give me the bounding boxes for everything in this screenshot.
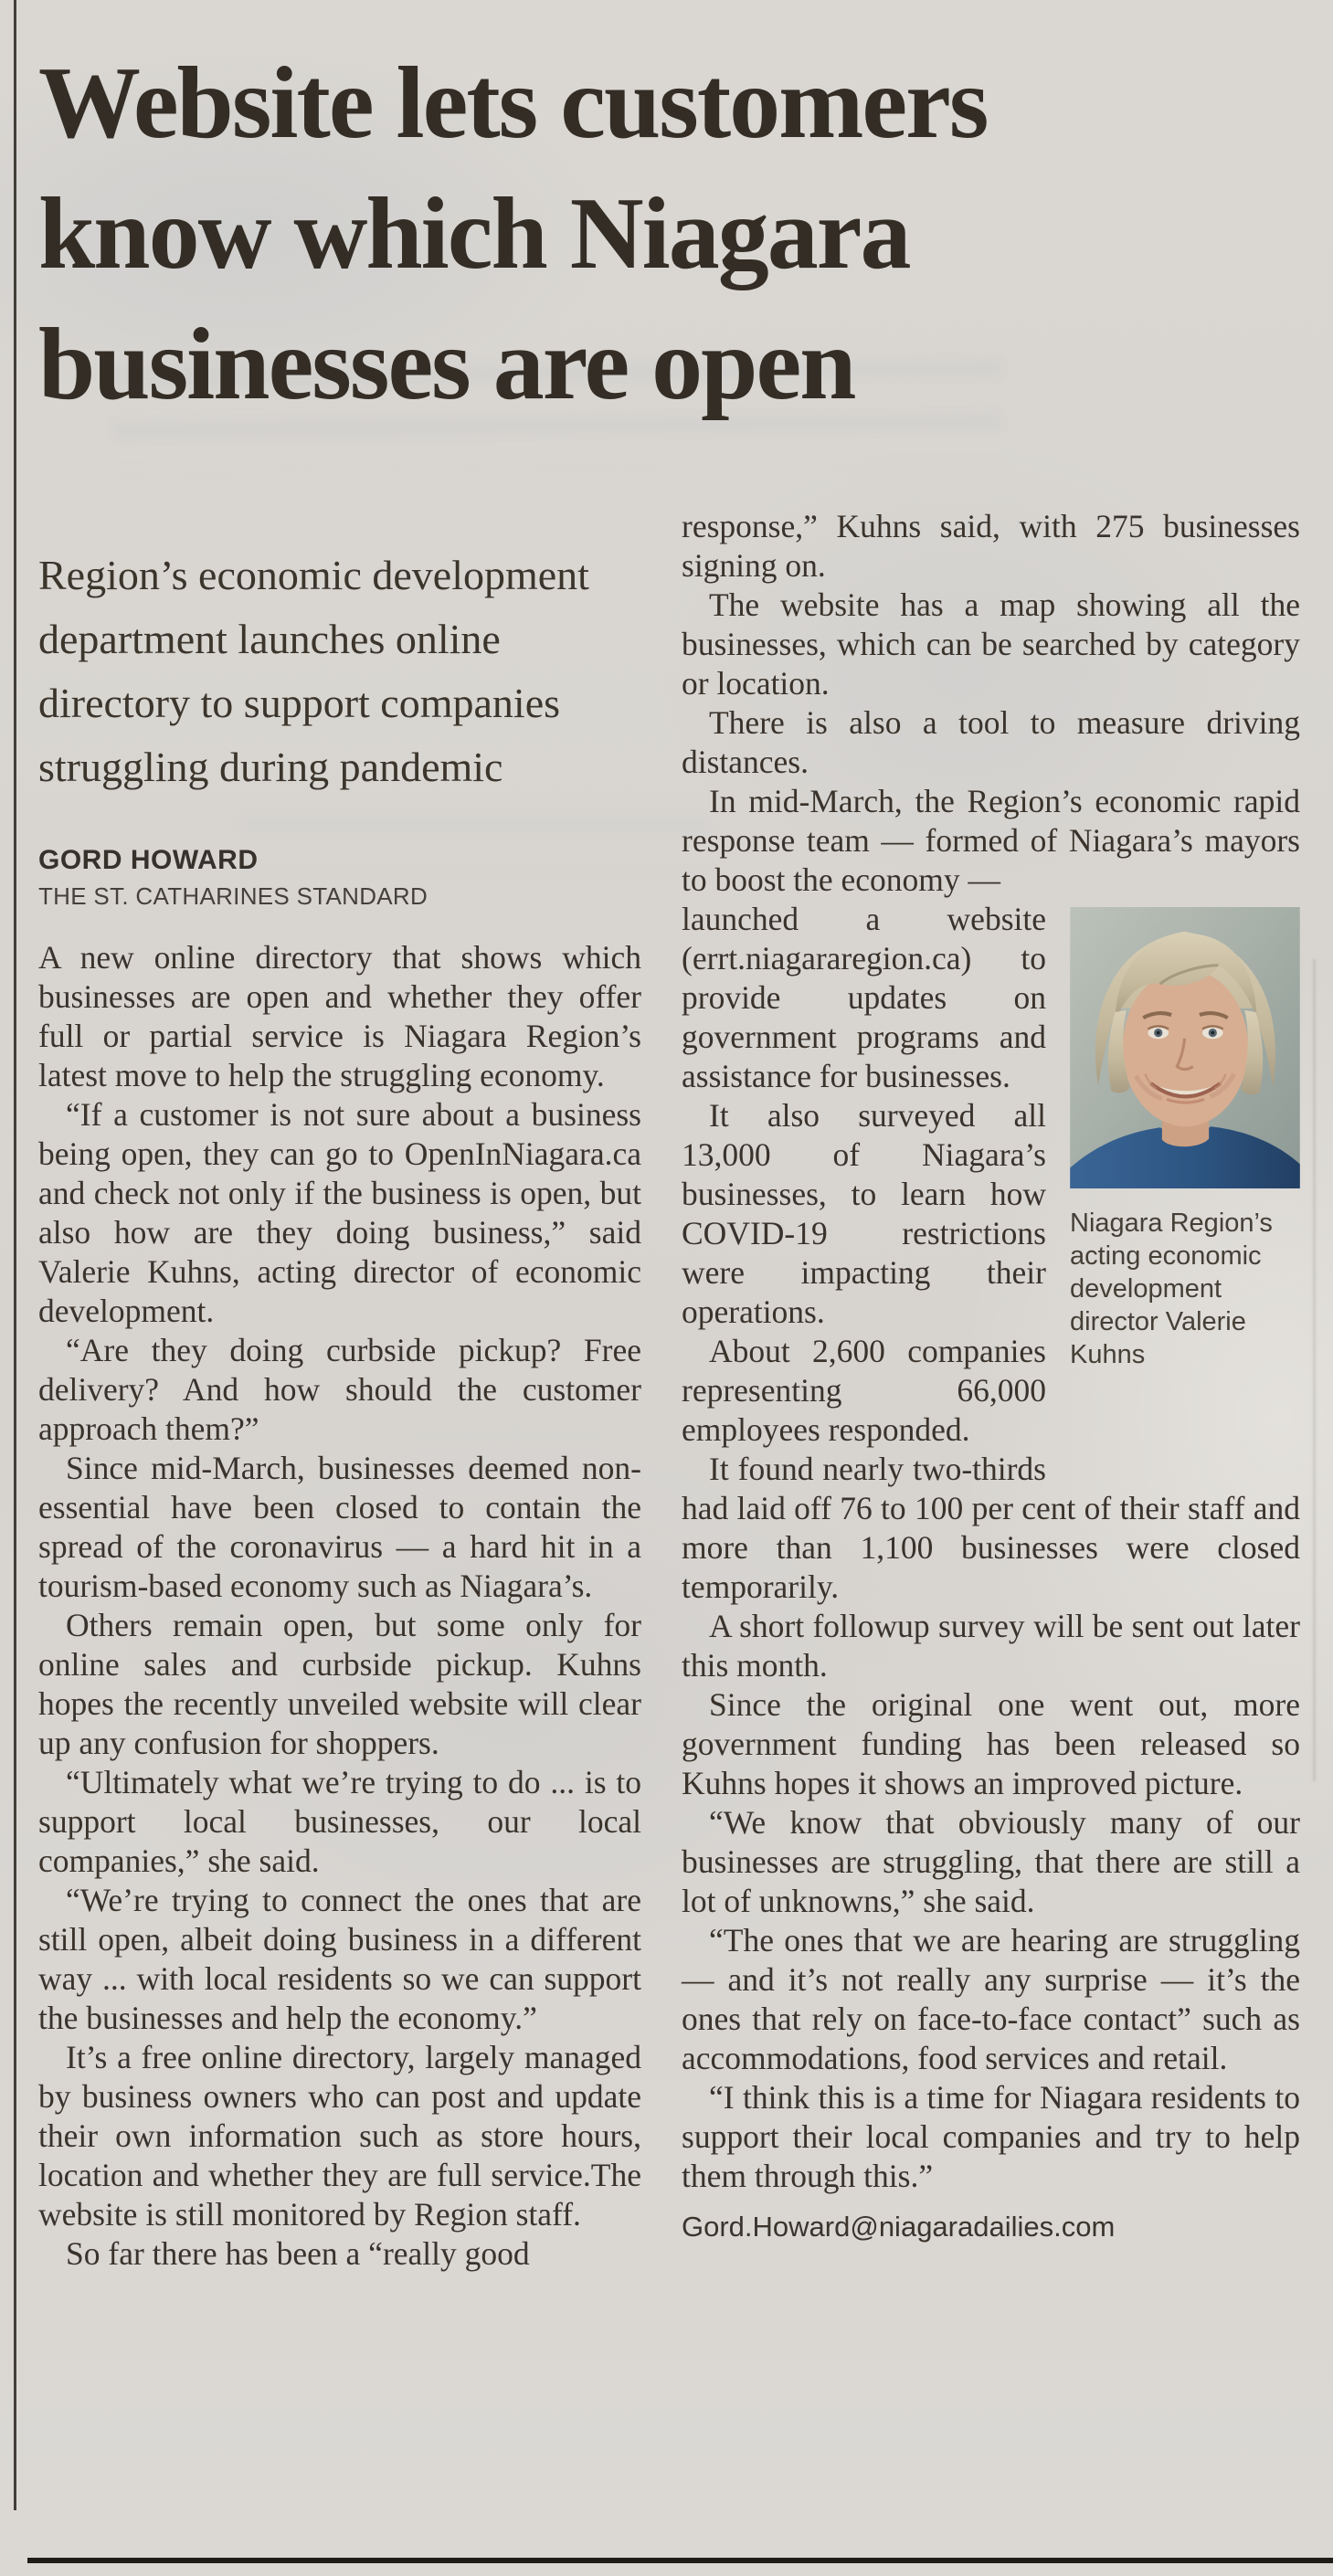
body-paragraph: “If a customer is not sure about a business being open, they can go to OpenInNiagara.ca and check not only if the business is open, but also how are they doing business,” said Valerie Kuhns, acting director of economic development.: [38, 1096, 641, 1329]
body-paragraph: It found nearly two-thirds had laid off 76 to 100 per cent of their staff and more than 1,100 businesses were closed temporarily.: [682, 1451, 1300, 1605]
body-paragraph: response,” Kuhns said, with 275 businesses signing on.: [682, 508, 1300, 584]
byline-author: GORD HOWARD: [38, 845, 259, 875]
right-column: [682, 456, 1300, 2274]
body-paragraph: “We know that obviously many of our businesses are struggling, that there are still a lot of unknowns,” she said.: [682, 1804, 1300, 1919]
body-paragraph: “I think this is a time for Niagara residents to support their local companies and try to help them through this.”: [682, 2079, 1300, 2194]
article-headline: [0, 0, 1333, 430]
deck-line: directory to support companies: [38, 680, 561, 726]
deck-line: department launches online: [38, 616, 501, 662]
deck-line: struggling during pandemic: [38, 744, 503, 790]
body-paragraph: “Are they doing curbside pickup? Free delivery? And how should the customer approach them?”: [38, 1332, 641, 1447]
byline-credit: THE ST. CATHARINES STANDARD: [38, 882, 428, 910]
body-paragraph: Others remain open, but some only for online sales and curbside pickup. Kuhns hopes the recently unveiled website will clear up any confusion for shoppers.: [38, 1607, 641, 1761]
author-email: Gord.Howard@niagaradailies.com: [682, 2211, 1116, 2243]
photo-caption: Niagara Region’s acting economic development director Valerie Kuhns: [1070, 1209, 1273, 1369]
body-paragraph-continuation: launched a website (errt.niagararegion.ca) to provide updates on government programs and assistance for businesses.: [682, 901, 1046, 1094]
body-paragraph: So far there has been a “really good: [66, 2235, 530, 2272]
right-column-text-top: [682, 507, 1300, 900]
body-paragraph: “We’re trying to connect the ones that are still open, albeit doing business in a different way ... with local residents so we can support the businesses and help the economy.”: [38, 1882, 641, 2036]
body-paragraph: “The ones that we are hearing are struggling — and it’s not really any surprise — it’s the ones that rely on face-to-face contact” such as accommodations, food services and retail.: [682, 1922, 1300, 2076]
article-deck: [38, 544, 641, 799]
body-paragraph: It also surveyed all 13,000 of Niagara’s businesses, to learn how COVID-19 restrictions were impacting their operations.: [682, 1097, 1046, 1330]
headline-line: Website lets customers: [38, 47, 988, 160]
article-columns: [0, 456, 1333, 2274]
body-paragraph: In mid-March, the Region’s economic rapid response team — formed of Niagara’s mayors to boost the economy —: [682, 783, 1300, 898]
left-column-text: [38, 938, 641, 2274]
bottom-rule: [27, 2558, 1333, 2563]
body-paragraph: There is also a tool to measure driving distances.: [682, 704, 1300, 780]
headline-line: know which Niagara: [38, 177, 910, 290]
byline-block: [38, 845, 641, 911]
body-paragraph: A short followup survey will be sent out later this month.: [682, 1608, 1300, 1684]
deck-line: Region’s economic development: [38, 552, 589, 598]
body-paragraph: The website has a map showing all the businesses, which can be searched by category or location.: [682, 586, 1300, 702]
body-paragraph: “Ultimately what we’re trying to do ... is to support local businesses, our local companies,” she said.: [38, 1764, 641, 1879]
photo-valerie-kuhns: [1070, 907, 1300, 1371]
body-paragraph: A new online directory that shows which businesses are open and whether they offer full or partial service is Niagara Region’s latest move to help the struggling economy.: [38, 939, 641, 1093]
portrait-image: [1070, 907, 1300, 1188]
body-paragraph: Since mid-March, businesses deemed non-essential have been closed to contain the spread of the coronavirus — a hard hit in a tourism-based economy such as Niagara’s.: [38, 1450, 641, 1604]
body-paragraph: Since the original one went out, more government funding has been released so Kuhns hopes it shows an improved picture.: [682, 1686, 1300, 1801]
body-paragraph: It’s a free online directory, largely managed by business owners who can post and update their own information such as store hours, location and whether they are full service.The website is still monitored by Region staff.: [38, 2039, 641, 2233]
body-paragraph: About 2,600 companies representing 66,000 employees responded.: [682, 1333, 1046, 1448]
headline-line: businesses are open: [38, 308, 855, 421]
left-column: [38, 456, 641, 2274]
